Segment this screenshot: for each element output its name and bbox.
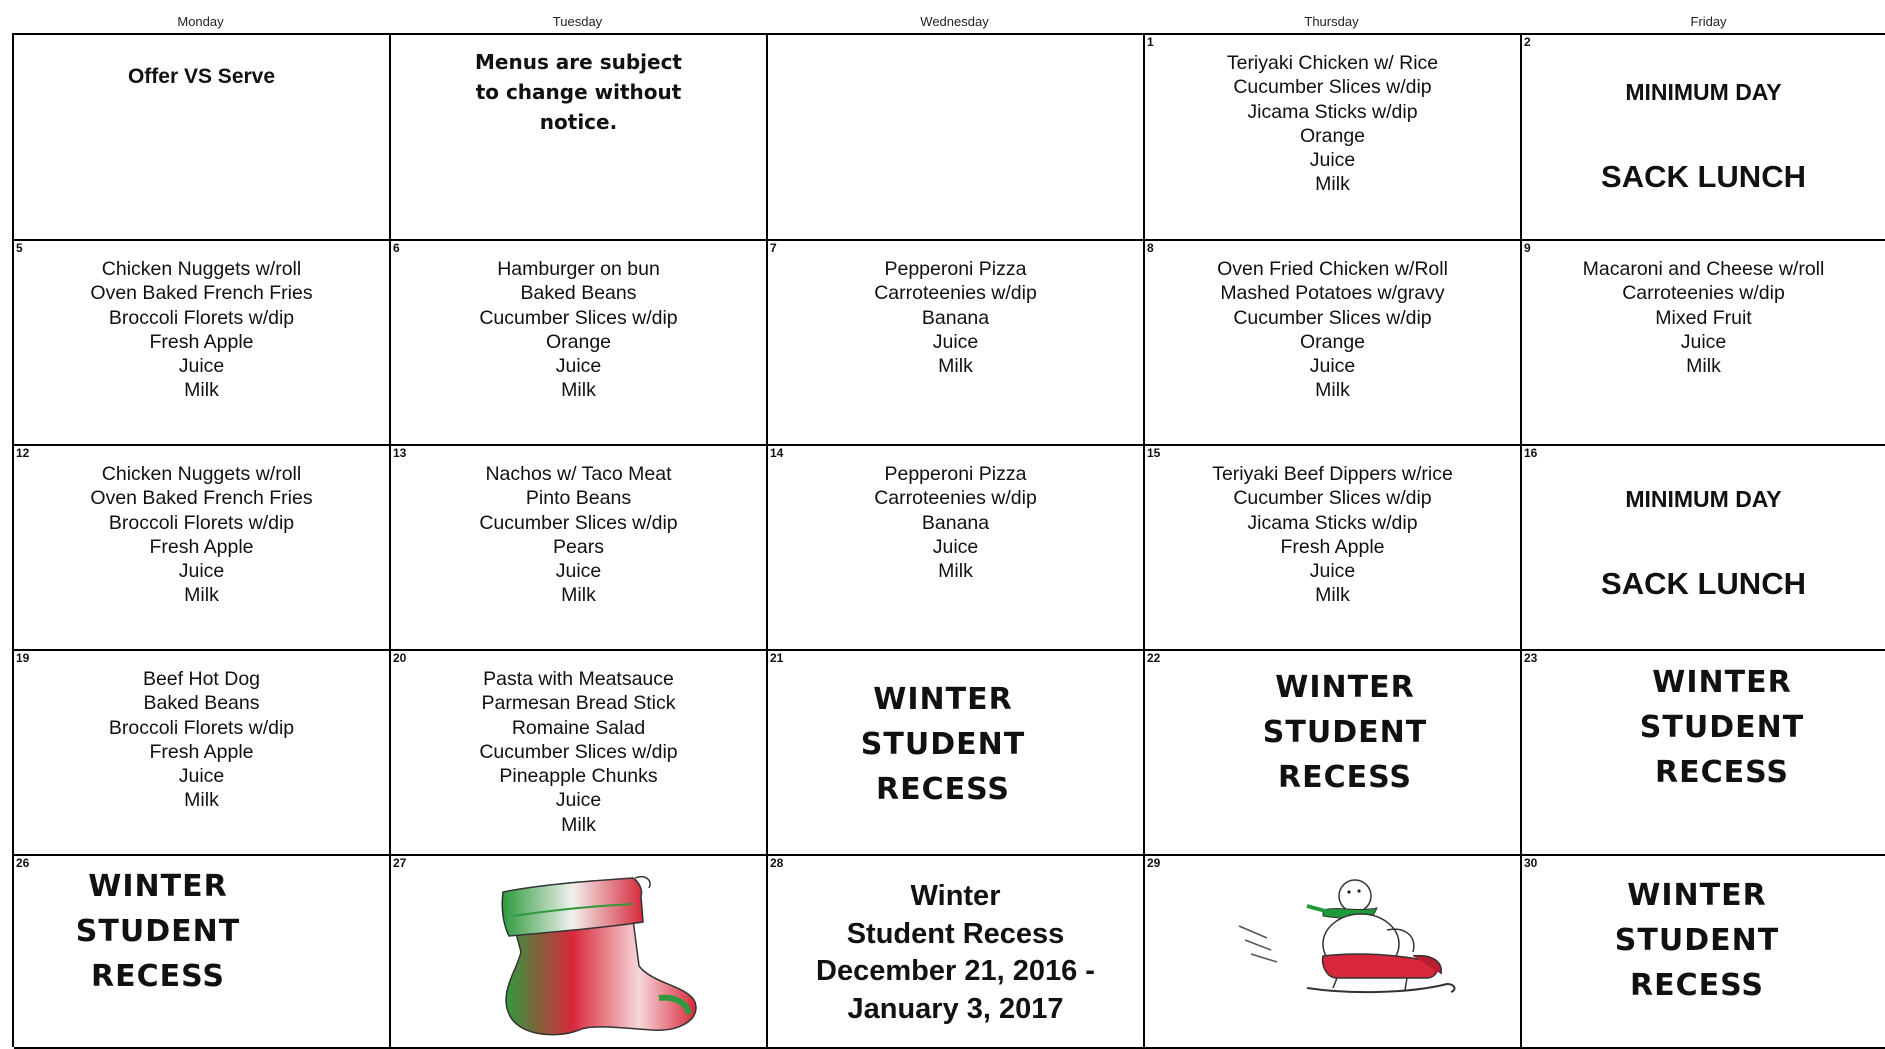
offer-vs-serve-note: Offer VS Serve <box>127 65 276 88</box>
cell-week2-fri <box>1522 446 1885 651</box>
menu-item: Juice <box>178 560 225 583</box>
menu-item: Jicama Sticks w/dip <box>1247 100 1418 123</box>
date-number: 8 <box>1147 241 1154 255</box>
day-header-row <box>12 12 1885 32</box>
cell-week2-wed <box>768 446 1145 651</box>
menu-item: Baked Beans <box>520 282 637 305</box>
minimum-day-label: MINIMUM DAY <box>1625 486 1782 512</box>
cell-week4-mon <box>14 856 391 1049</box>
menu-item: Juice <box>932 330 979 353</box>
snowman-sled-icon <box>1237 866 1467 1016</box>
menu-item: Orange <box>1299 124 1366 147</box>
date-number: 20 <box>393 651 407 665</box>
date-number: 22 <box>1147 651 1161 665</box>
menu-item: Pinto Beans <box>525 487 632 510</box>
menu-item: Orange <box>545 330 612 353</box>
menu-item: Milk <box>184 789 219 812</box>
menu-item: Oven Fried Chicken w/Roll <box>1217 258 1448 280</box>
menu-item: Pepperoni Pizza <box>884 463 1027 485</box>
winter-recess-label: WINTER STUDENT RECESS <box>1262 670 1428 795</box>
menu-item: Jicama Sticks w/dip <box>1247 511 1418 534</box>
menu-item: Milk <box>561 813 596 836</box>
menu-item: Pepperoni Pizza <box>884 258 1027 280</box>
winter-recess-label: WINTER STUDENT RECESS <box>1639 665 1805 790</box>
menu-item: Cucumber Slices w/dip <box>479 511 678 534</box>
cell-week0-tue <box>391 35 768 241</box>
menu-item: Oven Baked French Fries <box>90 487 313 510</box>
menu-item: Fresh Apple <box>149 330 254 353</box>
date-number: 16 <box>1524 446 1538 460</box>
date-number: 9 <box>1524 241 1531 255</box>
cell-week3-fri <box>1522 651 1885 856</box>
date-number: 6 <box>393 241 400 255</box>
date-number: 15 <box>1147 446 1161 460</box>
menu-item: Juice <box>1680 330 1727 353</box>
menu-item: Broccoli Florets w/dip <box>108 306 295 329</box>
menu-item: Cucumber Slices w/dip <box>1233 76 1432 99</box>
date-number: 12 <box>16 446 30 460</box>
menu-change-note: Menus are subject to change without notice. <box>475 50 682 134</box>
menu-item: Milk <box>938 355 973 378</box>
menu-item: Teriyaki Beef Dippers w/rice <box>1212 463 1453 485</box>
day-header-monday: Monday <box>177 14 224 29</box>
menu-item: Mashed Potatoes w/gravy <box>1220 282 1445 305</box>
menu-item: Fresh Apple <box>149 535 254 558</box>
menu-item: Juice <box>555 789 602 812</box>
cell-week1-thu <box>1145 241 1522 446</box>
menu-item: Pineapple Chunks <box>499 765 658 788</box>
menu-item: Milk <box>184 379 219 402</box>
menu-item: Carroteenies w/dip <box>1622 282 1785 305</box>
winter-recess-label: WINTER STUDENT RECESS <box>860 682 1026 807</box>
menu-item: Juice <box>932 535 979 558</box>
date-number: 5 <box>16 241 23 255</box>
cell-week0-wed <box>768 35 1145 241</box>
menu-list <box>1522 257 1885 378</box>
date-number: 23 <box>1524 651 1538 665</box>
cell-week4-thu <box>1145 856 1522 1049</box>
menu-item: Juice <box>178 765 225 788</box>
menu-item: Cucumber Slices w/dip <box>1233 306 1432 329</box>
date-number: 28 <box>770 856 784 870</box>
sack-lunch-label: SACK LUNCH <box>1601 566 1806 601</box>
menu-item: Banana <box>921 306 990 329</box>
cell-week3-thu <box>1145 651 1522 856</box>
day-header-friday: Friday <box>1690 14 1727 29</box>
menu-item: Beef Hot Dog <box>142 668 261 690</box>
cell-week0-mon <box>14 35 391 241</box>
menu-item: Chicken Nuggets w/roll <box>101 463 302 485</box>
date-number: 27 <box>393 856 407 870</box>
menu-item: Broccoli Florets w/dip <box>108 716 295 739</box>
cell-week2-tue <box>391 446 768 651</box>
menu-item: Milk <box>938 560 973 583</box>
menu-item: Macaroni and Cheese w/roll <box>1582 258 1825 280</box>
cell-week0-thu <box>1145 35 1522 241</box>
menu-list <box>391 667 766 837</box>
menu-item: Mixed Fruit <box>1655 306 1752 329</box>
cell-week3-mon <box>14 651 391 856</box>
date-number: 1 <box>1147 35 1154 49</box>
menu-item: Milk <box>1315 379 1350 402</box>
menu-item: Oven Baked French Fries <box>90 282 313 305</box>
menu-item: Milk <box>561 379 596 402</box>
winter-recess-label: WINTER STUDENT RECESS <box>75 869 241 994</box>
cell-week1-tue <box>391 241 768 446</box>
menu-list <box>1145 462 1520 608</box>
day-header-tuesday: Tuesday <box>552 14 603 29</box>
cell-week1-wed <box>768 241 1145 446</box>
menu-item: Milk <box>184 584 219 607</box>
menu-item: Fresh Apple <box>1280 535 1385 558</box>
day-header-wednesday: Wednesday <box>920 14 989 29</box>
cell-week1-fri <box>1522 241 1885 446</box>
menu-item: Orange <box>1299 330 1366 353</box>
minimum-day-label: MINIMUM DAY <box>1625 79 1782 105</box>
menu-item: Milk <box>1686 355 1721 378</box>
date-number: 21 <box>770 651 784 665</box>
cell-week4-fri <box>1522 856 1885 1049</box>
date-number: 19 <box>16 651 30 665</box>
winter-recess-label: WINTER STUDENT RECESS <box>1614 878 1780 1003</box>
calendar-grid <box>12 33 1885 1047</box>
menu-item: Fresh Apple <box>149 740 254 763</box>
menu-item: Pasta with Meatsauce <box>483 668 674 690</box>
menu-item: Romaine Salad <box>511 716 646 739</box>
menu-item: Chicken Nuggets w/roll <box>101 258 302 280</box>
menu-item: Teriyaki Chicken w/ Rice <box>1226 52 1439 74</box>
menu-item: Hamburger on bun <box>497 258 660 280</box>
cell-week4-tue <box>391 856 768 1049</box>
cell-week1-mon <box>14 241 391 446</box>
date-number: 26 <box>16 856 30 870</box>
menu-item: Cucumber Slices w/dip <box>479 740 678 763</box>
menu-item: Juice <box>178 355 225 378</box>
menu-list <box>391 462 766 608</box>
menu-item: Parmesan Bread Stick <box>481 692 676 715</box>
menu-item: Pears <box>553 535 604 558</box>
date-number: 13 <box>393 446 407 460</box>
cell-week3-wed <box>768 651 1145 856</box>
menu-item: Broccoli Florets w/dip <box>108 511 295 534</box>
date-number: 30 <box>1524 856 1538 870</box>
cell-week2-mon <box>14 446 391 651</box>
menu-item: Baked Beans <box>143 692 260 715</box>
menu-list <box>1145 51 1520 197</box>
menu-list <box>14 257 389 403</box>
christmas-stocking-icon <box>483 874 713 1044</box>
sack-lunch-label: SACK LUNCH <box>1601 159 1806 194</box>
menu-item: Juice <box>1309 355 1356 378</box>
menu-list <box>768 257 1143 378</box>
cell-week2-thu <box>1145 446 1522 651</box>
menu-item: Carroteenies w/dip <box>874 282 1037 305</box>
menu-item: Juice <box>1309 149 1356 172</box>
menu-item: Milk <box>1315 173 1350 196</box>
date-number: 7 <box>770 241 777 255</box>
cell-week3-tue <box>391 651 768 856</box>
menu-item: Milk <box>1315 584 1350 607</box>
cell-week4-wed <box>768 856 1145 1049</box>
menu-item: Cucumber Slices w/dip <box>479 306 678 329</box>
date-number: 29 <box>1147 856 1161 870</box>
menu-item: Nachos w/ Taco Meat <box>485 463 672 485</box>
cell-week0-fri <box>1522 35 1885 241</box>
day-header-thursday: Thursday <box>1304 14 1359 29</box>
date-number: 14 <box>770 446 784 460</box>
menu-item: Cucumber Slices w/dip <box>1233 487 1432 510</box>
date-number: 2 <box>1524 35 1531 49</box>
menu-item: Juice <box>1309 560 1356 583</box>
menu-item: Milk <box>561 584 596 607</box>
menu-item: Juice <box>555 560 602 583</box>
menu-item: Carroteenies w/dip <box>874 487 1037 510</box>
menu-list <box>768 462 1143 583</box>
menu-item: Juice <box>555 355 602 378</box>
menu-list <box>1145 257 1520 403</box>
menu-item: Banana <box>921 511 990 534</box>
winter-recess-dates-note: Winter Student Recess December 21, 2016 - January 3, 2017 <box>816 880 1095 1025</box>
menu-list <box>391 257 766 403</box>
menu-list <box>14 462 389 608</box>
menu-list <box>14 667 389 813</box>
